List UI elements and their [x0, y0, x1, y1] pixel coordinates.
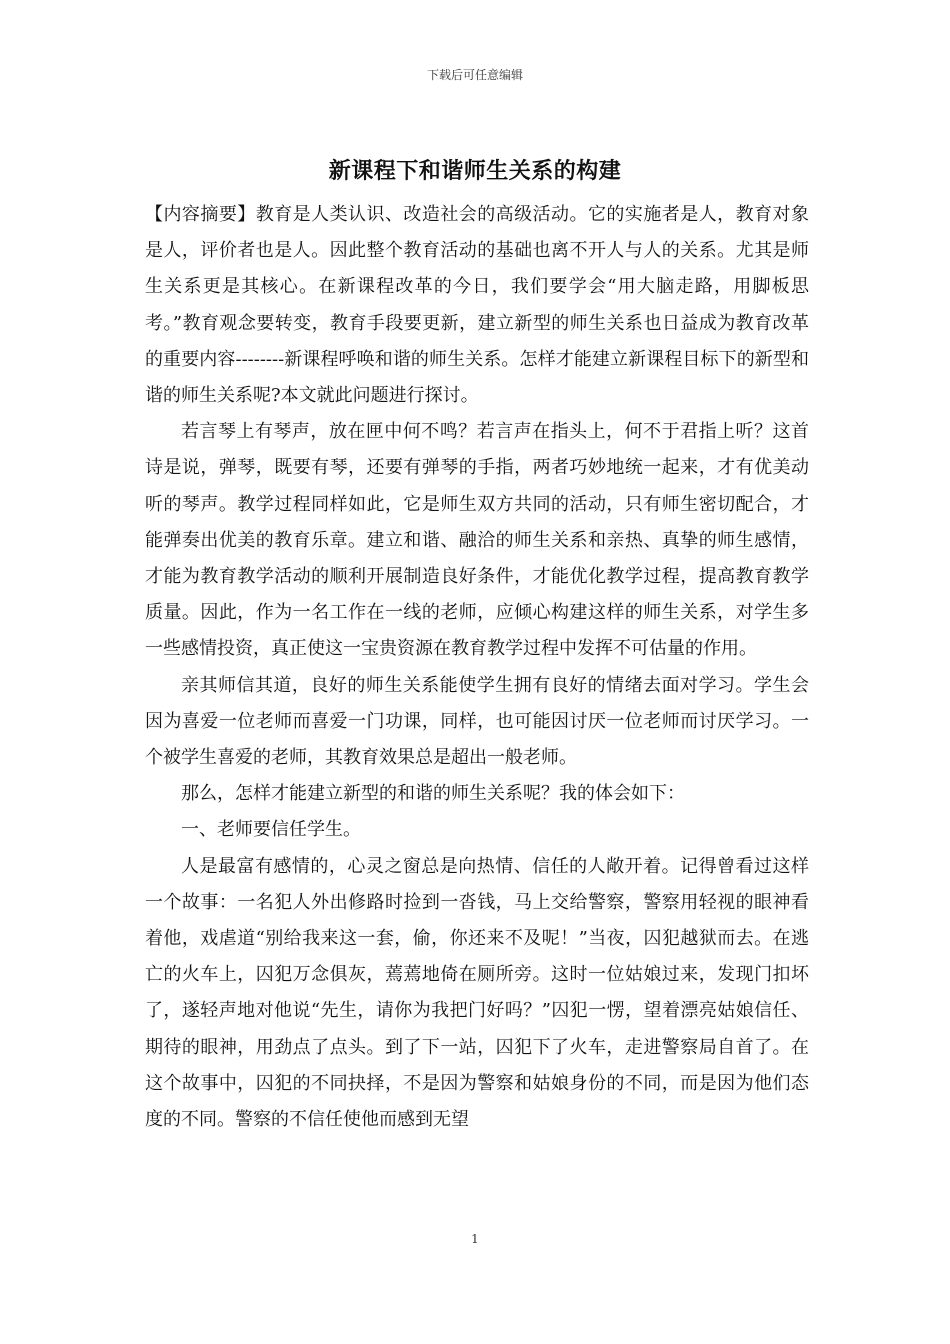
document-body	[145, 197, 809, 1138]
document-title: 新课程下和谐师生关系的构建	[328, 158, 622, 184]
body-paragraph: 人是最富有感情的，心灵之窗总是向热情、信任的人敞开着。记得曾看过这样一个故事：一名犯人外出修路时捡到一沓钱，马上交给警察，警察用轻视的眼神看着他，戏虐道“别给我来这一套，偷，你还来不及呢！”当夜，囚犯越狱而去。在逃亡的火车上，囚犯万念俱灰，蔫蔫地倚在厕所旁。这时一位姑娘过来，发现门扣坏了，遂轻声地对他说“先生，请你为我把门好吗？”囚犯一愣，望着漂亮姑娘信任、期待的眼神，用劲点了点头。到了下一站，囚犯下了火车，走进警察局自首了。在这个故事中，囚犯的不同抉择，不是因为警察和姑娘身份的不同，而是因为他们态度的不同。警察的不信任使他而感到无望	[145, 855, 809, 1131]
section-heading: 一、老师要信任学生。	[181, 819, 361, 841]
body-paragraph: 那么，怎样才能建立新型的和谐的师生关系呢？我的体会如下：	[181, 783, 685, 805]
body-paragraph: 亲其师信其道，良好的师生关系能使学生拥有良好的情绪去面对学习。学生会因为喜爱一位老师而喜爱一门功课，同样，也可能因讨厌一位老师而讨厌学习。一个被学生喜爱的老师，其教育效果总是超出一般老师。	[145, 674, 809, 769]
header-note: 下载后可任意编辑	[426, 68, 523, 82]
body-paragraph: 若言琴上有琴声，放在匣中何不鸣？若言声在指头上，何不于君指上听？这首诗是说，弹琴，既要有琴，还要有弹琴的手指，两者巧妙地统一起来，才有优美动听的琴声。教学过程同样如此，它是师生双方共同的活动，只有师生密切配合，才能弹奏出优美的教育乐章。建立和谐、融洽的师生关系和亲热、真挚的师生感情，才能为教育教学活动的顺利开展制造良好条件，才能优化教学过程，提高教育教学质量。因此，作为一名工作在一线的老师，应倾心构建这样的师生关系，对学生多一些感情投资，真正使这一宝贵资源在教育教学过程中发挥不可估量的作用。	[145, 421, 809, 660]
page-number: 1	[471, 1232, 479, 1246]
abstract-paragraph: 【内容摘要】教育是人类认识、改造社会的高级活动。它的实施者是人，教育对象是人，评价者也是人。因此整个教育活动的基础也离不开人与人的关系。尤其是师生关系更是其核心。在新课程改革的今日，我们要学会“用大脑走路，用脚板思考。”教育观念要转变，教育手段要更新，建立新型的师生关系也日益成为教育改革的重要内容--------新课程呼唤和谐的师生关系。怎样才能建立新课程目标下的新型和谐的师生关系呢?本文就此问题进行探讨。	[145, 204, 809, 407]
